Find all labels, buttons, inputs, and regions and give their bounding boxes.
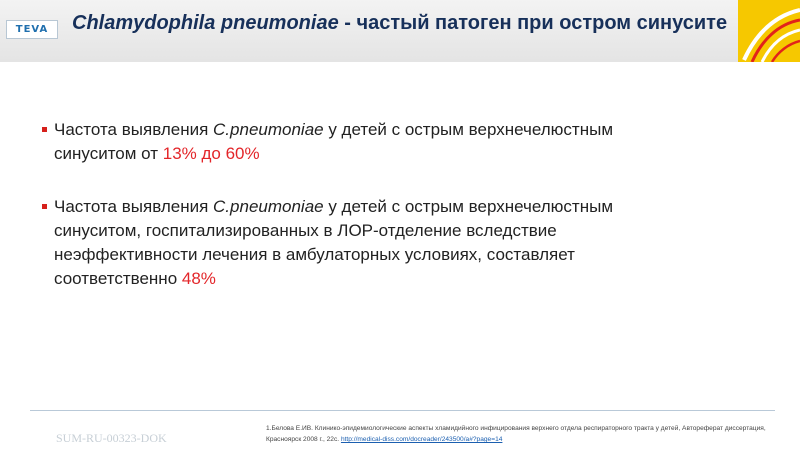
bullet-organism: C.pneumoniae <box>213 120 324 139</box>
bullet-text: у детей с острым верхнечелюстным синуситом от <box>54 120 614 163</box>
slide-content <box>42 118 662 320</box>
bullet-text: Частота выявления <box>54 120 214 139</box>
footer-divider <box>30 410 775 411</box>
footnote-text: 1.Белова Е.ИВ. Клинико-эпидемиологические аспекты хламидийного инфицирования верхнего отдела респираторного тракта у детей, Автореферат диссертация, Красноярск 2008 г., 22с. <box>266 425 766 443</box>
slide-title <box>72 10 732 37</box>
teva-logo <box>6 20 58 39</box>
bullet-text: у детей с острым верхнечелюстным синуситом, госпитализированных в ЛОР-отделение вследствие неэффективности лечения в амбулаторных условиях, составляет соответственно <box>54 197 614 288</box>
corner-logo-icon <box>738 0 800 62</box>
footnote-link[interactable]: http://medical-diss.com/docreader/243500/a#?page=14 <box>340 436 503 443</box>
bullet-percentage: 48% <box>181 269 216 288</box>
reference-footnote <box>266 423 786 445</box>
title-organism: Chlamydophila pneumoniae <box>72 12 339 34</box>
title-rest: - частый патоген при остром синусите <box>338 12 728 34</box>
bullet-organism: C.pneumoniae <box>213 197 324 216</box>
teva-logo-text: TEVA <box>15 24 49 35</box>
bullet-item <box>42 195 662 291</box>
document-code: SUM-RU-00323-DOK <box>56 431 167 445</box>
header-bar <box>0 0 800 62</box>
bullet-item <box>42 118 662 166</box>
bullet-percentage: 13% до 60% <box>162 144 260 163</box>
bullet-text: Частота выявления <box>54 197 214 216</box>
